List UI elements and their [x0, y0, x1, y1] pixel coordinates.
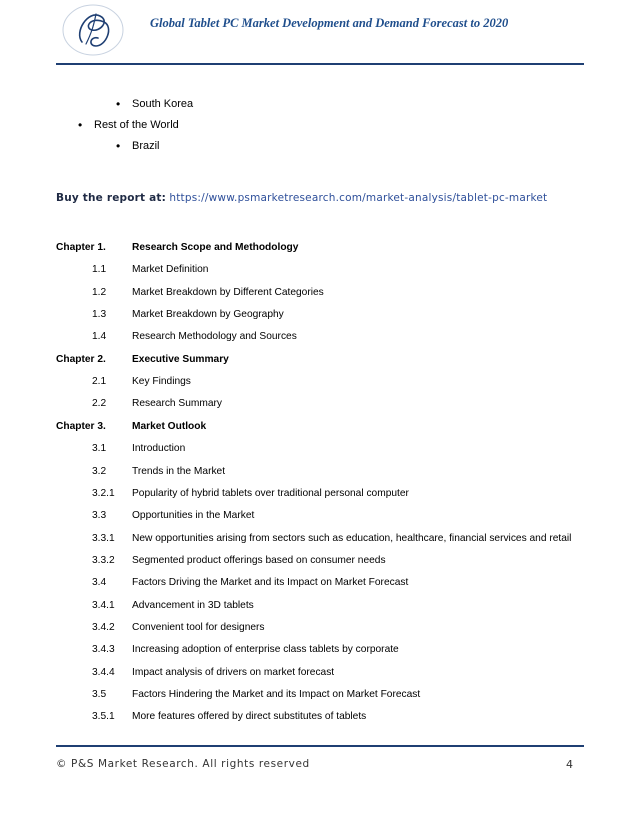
toc-number: 1.3 [92, 309, 107, 321]
toc-number: Chapter 2. [56, 353, 106, 365]
toc-section-row [0, 331, 638, 347]
toc-title: Advancement in 3D tablets [132, 599, 254, 611]
toc-title: Research Scope and Methodology [132, 242, 299, 253]
toc-title: Convenient tool for designers [132, 621, 265, 633]
toc-number: Chapter 3. [56, 420, 106, 432]
toc-number: 3.5 [92, 689, 107, 700]
toc-number: 3.2 [92, 465, 107, 477]
toc-title: New opportunities arising from sectors such as education, healthcare, financial services and retail [132, 532, 572, 544]
toc-number: 3.4.2 [92, 621, 115, 633]
toc-title: Opportunities in the Market [132, 510, 255, 522]
buy-report-line [56, 192, 547, 204]
buy-report-label: Buy the report at: [56, 192, 167, 204]
toc-title: Market Breakdown by Geography [132, 309, 284, 321]
toc-section-row [0, 287, 638, 303]
toc-title: Segmented product offerings based on consumer needs [132, 554, 386, 566]
toc-section-row [0, 533, 638, 549]
bullet-dot-icon: • [116, 97, 121, 111]
toc-title: Introduction [132, 443, 186, 455]
toc-section-row [0, 689, 638, 705]
toc-chapter-row [0, 354, 638, 370]
toc-section-row [0, 264, 638, 280]
page-number: 4 [566, 758, 573, 771]
bullet-dot-icon: • [116, 139, 121, 153]
toc-number: 1.4 [92, 331, 107, 343]
toc-number: 2.2 [92, 398, 107, 410]
toc-number: 3.4 [92, 577, 107, 589]
toc-title: Research Methodology and Sources [132, 331, 297, 343]
toc-section-row [0, 466, 638, 482]
toc-section-row [0, 443, 638, 459]
toc-section-row [0, 510, 638, 526]
toc-number: 3.3.2 [92, 554, 115, 566]
toc-section-row [0, 309, 638, 325]
toc-number: Chapter 1. [56, 242, 106, 253]
toc-number: 2.1 [92, 376, 107, 388]
toc-title: Market Outlook [132, 420, 207, 432]
header-title: Global Tablet PC Market Development and Demand Forecast to 2020 [150, 16, 509, 30]
toc-title: Market Breakdown by Different Categories [132, 286, 324, 298]
toc-section-row [0, 622, 638, 638]
buy-report-link[interactable]: https://www.psmarketresearch.com/market-analysis/tablet-pc-market [169, 192, 548, 204]
toc-section-row [0, 488, 638, 504]
toc-section-row [0, 667, 638, 683]
ps-logo-icon [60, 2, 126, 58]
toc-number: 3.4.3 [92, 644, 115, 656]
toc-number: 3.4.1 [92, 599, 115, 611]
toc-number: 3.2.1 [92, 487, 115, 499]
toc-title: Impact analysis of drivers on market forecast [132, 666, 335, 678]
toc-title: Trends in the Market [132, 465, 226, 477]
toc-title: Research Summary [132, 398, 223, 410]
toc-number: 3.5.1 [92, 711, 115, 723]
toc-title: Factors Hindering the Market and its Impact on Market Forecast [132, 689, 421, 700]
toc-number: 3.3 [92, 510, 107, 522]
toc-title: Increasing adoption of enterprise class tablets by corporate [132, 644, 399, 656]
toc-chapter-row [0, 421, 638, 437]
toc-section-row [0, 577, 638, 593]
toc-number: 3.4.4 [92, 666, 115, 678]
toc-number: 3.1 [92, 443, 107, 455]
toc-chapter-row [0, 242, 638, 258]
toc-title: Market Definition [132, 264, 209, 276]
toc-number: 1.1 [92, 264, 107, 276]
toc-section-row [0, 600, 638, 616]
toc-title: Popularity of hybrid tablets over traditional personal computer [132, 487, 409, 499]
toc-title: Executive Summary [132, 353, 229, 365]
toc-number: 1.2 [92, 286, 107, 298]
toc-title: Key Findings [132, 376, 191, 388]
toc-section-row [0, 644, 638, 660]
toc-title: Factors Driving the Market and its Impact on Market Forecast [132, 577, 409, 589]
header-rule [56, 63, 584, 65]
toc-section-row [0, 555, 638, 571]
toc-section-row [0, 711, 638, 727]
toc-section-row [0, 376, 638, 392]
toc-number: 3.3.1 [92, 532, 115, 544]
bullet-dot-icon: • [78, 118, 83, 132]
footer-copyright: © P&S Market Research. All rights reserved [56, 758, 310, 770]
toc-section-row [0, 398, 638, 414]
footer-rule [56, 745, 584, 747]
toc-title: More features offered by direct substitutes of tablets [132, 711, 367, 723]
